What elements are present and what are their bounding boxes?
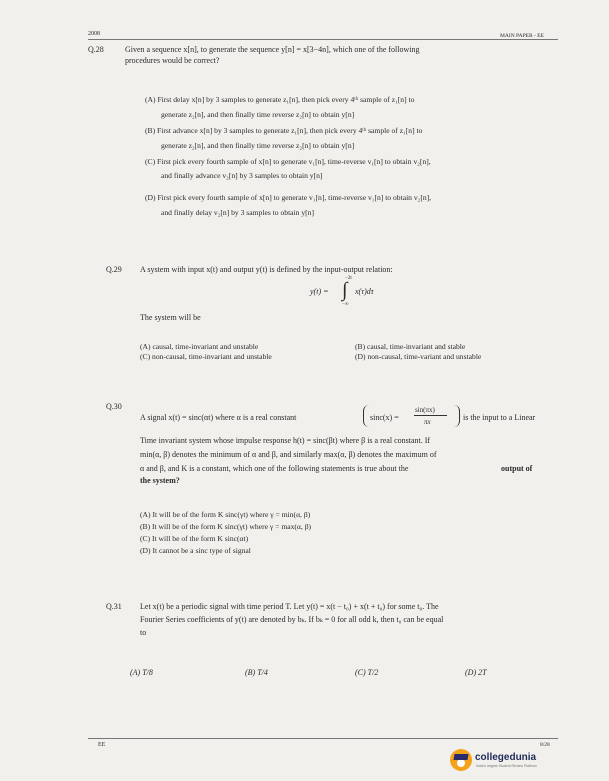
q29-integrand: x(τ)dτ bbox=[355, 287, 374, 296]
header-rule bbox=[88, 39, 558, 40]
q31-option-a: (A) T/8 bbox=[130, 668, 153, 677]
q29-option-d: (D) non-causal, time-variant and unstable bbox=[355, 352, 482, 361]
graduate-icon bbox=[450, 749, 472, 771]
q29-number: Q.29 bbox=[106, 265, 122, 274]
q28-option-d-line1: (D) First pick every fourth sample of x[n] to generate v₁[n], time-reverse v₁[n] to obtain v₂[n], bbox=[145, 193, 432, 202]
footer-rule bbox=[88, 738, 558, 739]
q30-number: Q.30 bbox=[106, 402, 122, 411]
q28-option-b-line2: generate z₂[n], and then finally time reverse z₂[n] to obtain y[n] bbox=[161, 141, 355, 150]
q28-stem-line2: procedures would be correct? bbox=[125, 56, 220, 65]
q28-stem-line1: Given a sequence x[n], to generate the sequence y[n] = x[3−4n], which one of the following bbox=[125, 45, 420, 54]
q31-option-c: (C) T/2 bbox=[355, 668, 379, 677]
q29-stem: A system with input x(t) and output y(t) is defined by the input-output relation: bbox=[140, 265, 393, 274]
q30-sinc-denominator: πx bbox=[424, 418, 431, 426]
q29-option-b: (B) causal, time-invariant and stable bbox=[355, 342, 466, 351]
q28-option-b-line1: (B) First advance x[n] by 3 samples to generate z₁[n], then pick every 4ᵗʰ sample of z₁[n] to bbox=[145, 126, 423, 135]
q31-number: Q.31 bbox=[106, 602, 122, 611]
q30-sinc-fraction-bar bbox=[414, 415, 447, 416]
q30-option-b: (B) It will be of the form K sinc(γt) where γ = max(α, β) bbox=[140, 522, 312, 531]
footer-left: EE bbox=[98, 742, 106, 748]
q28-option-c-line2: and finally advance v₂[n] by 3 samples to obtain y[n] bbox=[161, 171, 323, 180]
q30-line1a: A signal x(t) = sinc(αt) where α is a real constant bbox=[140, 413, 297, 422]
header-paper: MAIN PAPER - EE bbox=[500, 33, 544, 39]
q30-line3: min(α, β) denotes the minimum of α and β, and similarly max(α, β) denotes the maximum of bbox=[140, 450, 437, 459]
q30-line2: Time invariant system whose impulse response h(t) = sinc(βt) where β is a real constant. If bbox=[140, 436, 431, 445]
q30-option-d: (D) It cannot be a sinc type of signal bbox=[140, 546, 251, 555]
q30-line1b: is the input to a Linear bbox=[463, 413, 536, 422]
header-year: 2008 bbox=[88, 31, 100, 37]
q31-line3: to bbox=[140, 628, 147, 637]
collegedunia-watermark bbox=[450, 749, 560, 773]
q30-option-c: (C) It will be of the form K sinc(αt) bbox=[140, 534, 249, 543]
footer-page-number: 8/28 bbox=[540, 742, 550, 748]
watermark-tagline: India's largest Student Review Platform bbox=[476, 764, 537, 768]
q30-line4a: α and β, and K is a constant, which one of the following statements is true about the bbox=[140, 464, 409, 473]
q28-option-a-line1: (A) First delay x[n] by 3 samples to generate z₁[n], then pick every 4ᵗʰ sample of z₁[n] to bbox=[145, 95, 415, 104]
q29-lead: The system will be bbox=[140, 313, 201, 322]
q30-line5: the system? bbox=[140, 476, 180, 485]
q30-line4b: output of bbox=[501, 464, 533, 473]
q30-option-a: (A) It will be of the form K sinc(γt) where γ = min(α, β) bbox=[140, 510, 311, 519]
q30-sinc-numerator: sin(πx) bbox=[415, 406, 435, 414]
q31-option-b: (B) T/4 bbox=[245, 668, 268, 677]
q31-line2: Fourier Series coefficients of y(t) are denoted by bₖ. If bₖ = 0 for all odd k, then t₀ can be equal bbox=[140, 615, 444, 624]
q28-option-d-line2: and finally delay v₂[n] by 3 samples to obtain y[n] bbox=[161, 208, 315, 217]
q30-sinc-lhs: sinc(x) = bbox=[370, 413, 399, 422]
q28-option-a-line2: generate z₂[n], and then finally time reverse z₂[n] to obtain y[n] bbox=[161, 110, 355, 119]
q29-integral-sign: ∫ bbox=[342, 279, 348, 301]
q28-number: Q.28 bbox=[88, 45, 104, 54]
q29-option-a: (A) causal, time-invariant and unstable bbox=[140, 342, 259, 351]
q28-option-c-line1: (C) First pick every fourth sample of x[n] to generate v₁[n], time-reverse v₁[n] to obtain v₂[n], bbox=[145, 157, 431, 166]
q29-integral-lower: −∞ bbox=[342, 302, 349, 307]
q29-equation-lhs: y(t) = bbox=[310, 287, 329, 296]
q31-line1: Let x(t) be a periodic signal with time period T. Let y(t) = x(t − t₀) + x(t + t₀) for some t₀. The bbox=[140, 602, 439, 611]
watermark-text: collegedunia bbox=[475, 752, 537, 763]
q29-integral-upper: −2t bbox=[345, 276, 352, 281]
q31-option-d: (D) 2T bbox=[465, 668, 487, 677]
q29-option-c: (C) non-causal, time-invariant and unstable bbox=[140, 352, 272, 361]
